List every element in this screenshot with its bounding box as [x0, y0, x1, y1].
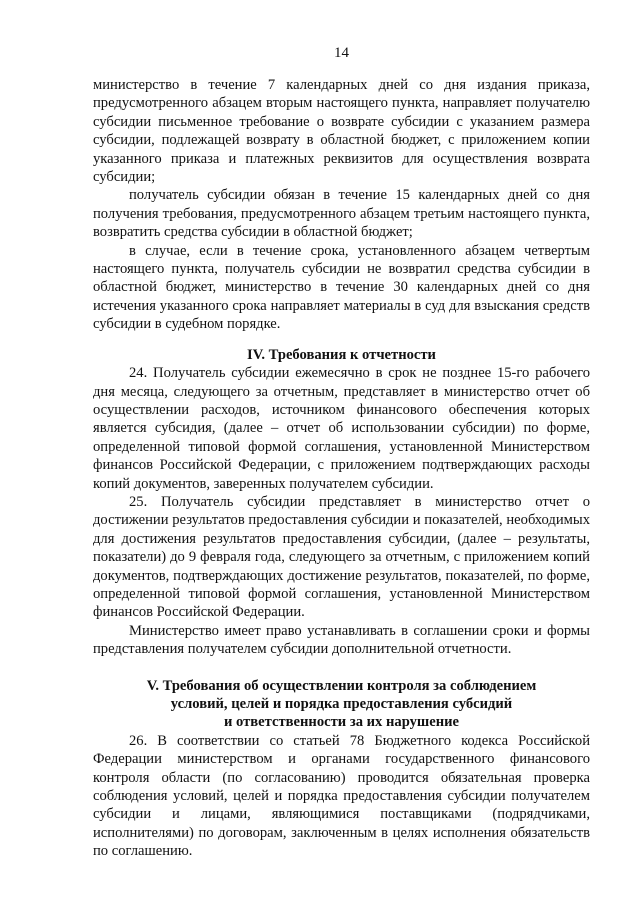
paragraph-ministry-notice: министерство в течение 7 календарных дней со дня издания приказа, предусмотренного абзацем вторым настоящего пункта, направляет получателю субсидии письменное требование о возврате субсидии с указанием размера субсидии, подлежащей возврату в областной бюджет, с приложением копии указанного приказа и платежных реквизитов для осуществления возврата субсидии;	[93, 77, 590, 186]
paragraph-24: 24. Получатель субсидии ежемесячно в срок не позднее 15-го рабочего дня месяца, следующего за отчетным, представляет в министерство отчет об осуществлении расходов, источником финансового обеспечения которых является субсидия, (далее – отчет об использовании субсидии) по форме, определенной типовой формой соглашения, установленной Министерством финансов Российской Федерации, с приложением подтверждающих расходы копий документов, заверенных получателем субсидии.	[93, 365, 590, 492]
paragraph-25: 25. Получатель субсидии представляет в министерство отчет о достижении результатов предоставления субсидии и показателей, необходимых для достижения результатов предоставления субсидии, (далее – результаты, показатели) до 9 февраля года, следующего за отчетным, с приложением копий документов, подтверждающих достижение результатов, показателей, по форме, определенной типовой формой соглашения, установленной Министерством финансов Российской Федерации.	[93, 493, 590, 621]
paragraph-court-recovery: в случае, если в течение срока, установленного абзацем четвертым настоящего пункта, получатель субсидии не возвратил средства субсидии в областной бюджет, министерство в течение 30 календарных дней со дня истечения указанного срока направляет материалы в суд для взыскания средств субсидии в судебном порядке.	[93, 242, 590, 333]
section-5-heading	[93, 677, 590, 732]
section-4-heading: IV. Требования к отчетности	[247, 346, 436, 363]
paragraph-return-obligation: получатель субсидии обязан в течение 15 календарных дней со дня получения требования, предусмотренного абзацем третьим настоящего пункта, возвратить средства субсидии в областной бюджет;	[93, 187, 590, 241]
paragraph-26: 26. В соответствии со статьей 78 Бюджетного кодекса Российской Федерации министерством и органами государственного финансового контроля области (по согласованию) проводится обязательная проверка соблюдения условий, целей и порядка предоставления субсидии получателем субсидии и лицами, являющимися поставщиками (подрядчиками, исполнителями) по договорам, заключенным в целях исполнения обязательств по соглашению.	[93, 732, 590, 860]
paragraph-additional-reporting: Министерство имеет право устанавливать в соглашении сроки и формы представления получателем субсидии дополнительной отчетности.	[93, 622, 590, 658]
section-5-heading-line-1: V. Требования об осуществлении контроля за соблюдением	[146, 677, 537, 694]
section-5-heading-line-2: условий, целей и порядка предоставления субсидий	[170, 696, 513, 712]
section-5-heading-line-3: и ответственности за их нарушение	[223, 714, 460, 731]
page-number: 14	[334, 45, 349, 61]
